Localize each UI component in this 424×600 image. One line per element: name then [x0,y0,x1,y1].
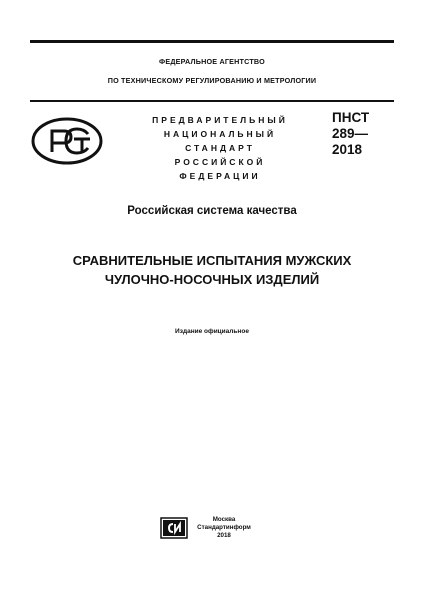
standard-type [140,113,300,183]
standard-code-line-2: 289— [332,126,369,141]
publisher-name: Стандартинформ [197,524,251,531]
top-divider [30,40,394,43]
document-title [0,251,424,289]
gost-r-logo-icon [30,116,104,166]
standard-type-line-4: РОССИЙСКОЙ [174,157,266,167]
standard-type-line-2: НАЦИОНАЛЬНЫЙ [163,129,277,139]
standard-type-line-3: СТАНДАРТ [185,143,255,153]
standard-code-line-1: ПНСТ [332,110,370,125]
edition-label: Издание официальное [175,328,249,335]
middle-divider [30,100,394,102]
publisher-year: 2018 [217,532,231,539]
standartinform-logo-icon [160,517,188,539]
standard-type-line-1: ПРЕДВАРИТЕЛЬНЫЙ [152,115,288,125]
standard-code [332,110,369,158]
publisher-city: Москва [212,516,236,523]
standard-type-line-5: ФЕДЕРАЦИИ [179,171,261,181]
quality-system-title: Российская система качества [127,205,297,217]
document-title-line-1: СРАВНИТЕЛЬНЫЕ ИСПЫТАНИЯ МУЖСКИХ [72,253,352,268]
document-title-line-2: ЧУЛОЧНО-НОСОЧНЫХ ИЗДЕЛИЙ [104,272,320,287]
agency-line-1: ФЕДЕРАЛЬНОЕ АГЕНТСТВО [159,57,265,66]
agency-line-2: ПО ТЕХНИЧЕСКОМУ РЕГУЛИРОВАНИЮ И МЕТРОЛОГИИ [107,76,317,85]
publisher-info [194,516,254,540]
standard-code-line-3: 2018 [332,142,363,157]
